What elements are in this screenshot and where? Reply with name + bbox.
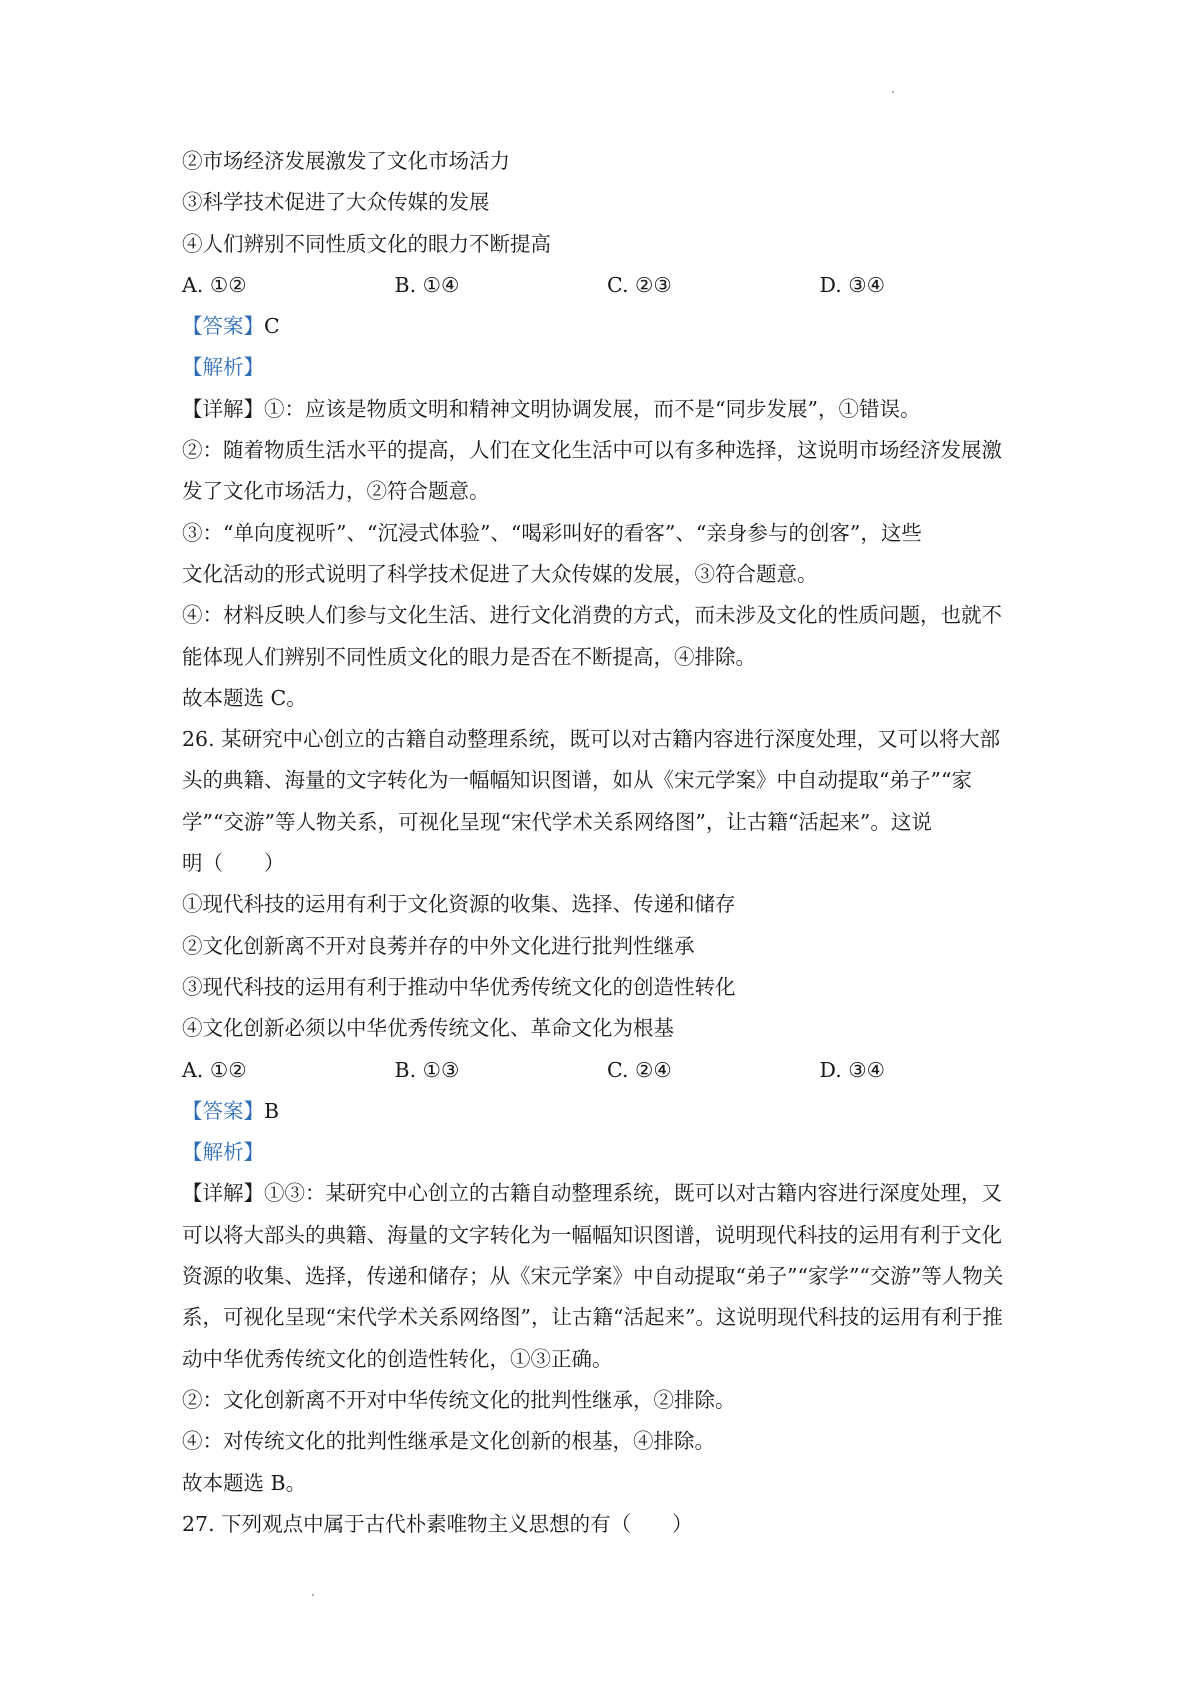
statement: ④文化创新必须以中华优秀传统文化、革命文化为根基	[182, 1016, 674, 1041]
q26-stem-line: 明（ ）	[182, 851, 285, 876]
detail-line: ④：对传统文化的批判性继承是文化创新的根基，④排除。	[182, 1429, 715, 1454]
q26-answer	[182, 1091, 1032, 1132]
detail-line: 故本题选 B。	[182, 1470, 307, 1495]
statement: ③现代科技的运用有利于推动中华优秀传统文化的创造性转化	[182, 974, 736, 999]
detail-line	[182, 389, 1032, 430]
analysis-tag: 【解析】	[182, 1140, 264, 1165]
detail-line: 文化活动的形式说明了科学技术促进了大众传媒的发展，③符合题意。	[182, 561, 818, 586]
detail-line: 故本题选 C。	[182, 685, 307, 710]
detail-line: ③：“单向度视听”、“沉浸式体验”、“喝彩叫好的看客”、“亲身参与的创客”，这些	[182, 520, 922, 545]
q26-stem-line: 26. 某研究中心创立的古籍自动整理系统，既可以对古籍内容进行深度处理，又可以将大部	[182, 727, 1001, 752]
statement: ②市场经济发展激发了文化市场活力	[182, 149, 510, 173]
detail-line: 动中华优秀传统文化的创造性转化，①③正确。	[182, 1346, 613, 1371]
page-speck-bottom	[312, 1594, 314, 1596]
detail-line: 资源的收集、选择，传递和储存；从《宋元学案》中自动提取“弟子”“家学”“交游”等人物关	[182, 1264, 1004, 1289]
option-b: B. ①③	[394, 1057, 460, 1082]
q26-analysis-heading	[182, 1132, 1032, 1173]
detail-line: 系，可视化呈现“宋代学术关系网络图”，让古籍“活起来”。这说明现代科技的运用有利于推	[182, 1305, 1003, 1330]
option-a: A. ①②	[182, 1057, 247, 1082]
detail-line: 发了文化市场活力，②符合题意。	[182, 479, 490, 504]
detail-tag: 【详解】	[182, 396, 264, 421]
document-body	[182, 141, 1032, 1545]
q25-options	[182, 265, 1032, 306]
option-a: A. ①②	[182, 272, 247, 297]
detail-line: ②：随着物质生活水平的提高，人们在文化生活中可以有多种选择，这说明市场经济发展激	[182, 438, 1002, 463]
q26-options	[182, 1050, 1032, 1091]
detail-tag: 【详解】	[182, 1181, 264, 1206]
option-b: B. ①④	[394, 272, 460, 297]
statement: ①现代科技的运用有利于文化资源的收集、选择、传递和储存	[182, 892, 736, 917]
q26-stem-line: 学”“交游”等人物关系，可视化呈现“宋代学术关系网络图”，让古籍“活起来”。这说	[182, 809, 932, 834]
q25-answer	[182, 306, 1032, 347]
analysis-tag: 【解析】	[182, 355, 264, 380]
detail-line: ②：文化创新离不开对中华传统文化的批判性继承，②排除。	[182, 1387, 736, 1412]
answer-value: C	[264, 314, 280, 339]
detail-line: 能体现人们辨别不同性质文化的眼力是否在不断提高，④排除。	[182, 644, 756, 669]
detail-text: ①：应该是物质文明和精神文明协调发展，而不是“同步发展”，①错误。	[264, 396, 921, 421]
q25-analysis-heading	[182, 347, 1032, 388]
option-d: D. ③④	[819, 272, 885, 297]
option-d: D. ③④	[819, 1057, 885, 1082]
option-c: C. ②④	[607, 1057, 672, 1082]
q27-stem: 27. 下列观点中属于古代朴素唯物主义思想的有（ ）	[182, 1511, 693, 1536]
statement: ④人们辨别不同性质文化的眼力不断提高	[182, 231, 551, 256]
detail-text: ①③：某研究中心创立的古籍自动整理系统，既可以对古籍内容进行深度处理，又	[264, 1181, 1002, 1206]
statement: ②文化创新离不开对良莠并存的中外文化进行批判性继承	[182, 933, 695, 958]
detail-line: 可以将大部头的典籍、海量的文字转化为一幅幅知识图谱，说明现代科技的运用有利于文化	[182, 1222, 1002, 1247]
page-speck-top	[892, 91, 894, 93]
statement: ③科学技术促进了大众传媒的发展	[182, 190, 490, 215]
answer-value: B	[264, 1098, 280, 1123]
detail-line	[182, 1173, 1032, 1214]
answer-tag: 【答案】	[182, 1098, 264, 1123]
detail-line: ④：材料反映人们参与文化生活、进行文化消费的方式，而未涉及文化的性质问题，也就不	[182, 603, 1002, 628]
option-c: C. ②③	[607, 272, 672, 297]
answer-tag: 【答案】	[182, 314, 264, 339]
q26-stem-line: 头的典籍、海量的文字转化为一幅幅知识图谱，如从《宋元学案》中自动提取“弟子”“家	[182, 768, 972, 793]
